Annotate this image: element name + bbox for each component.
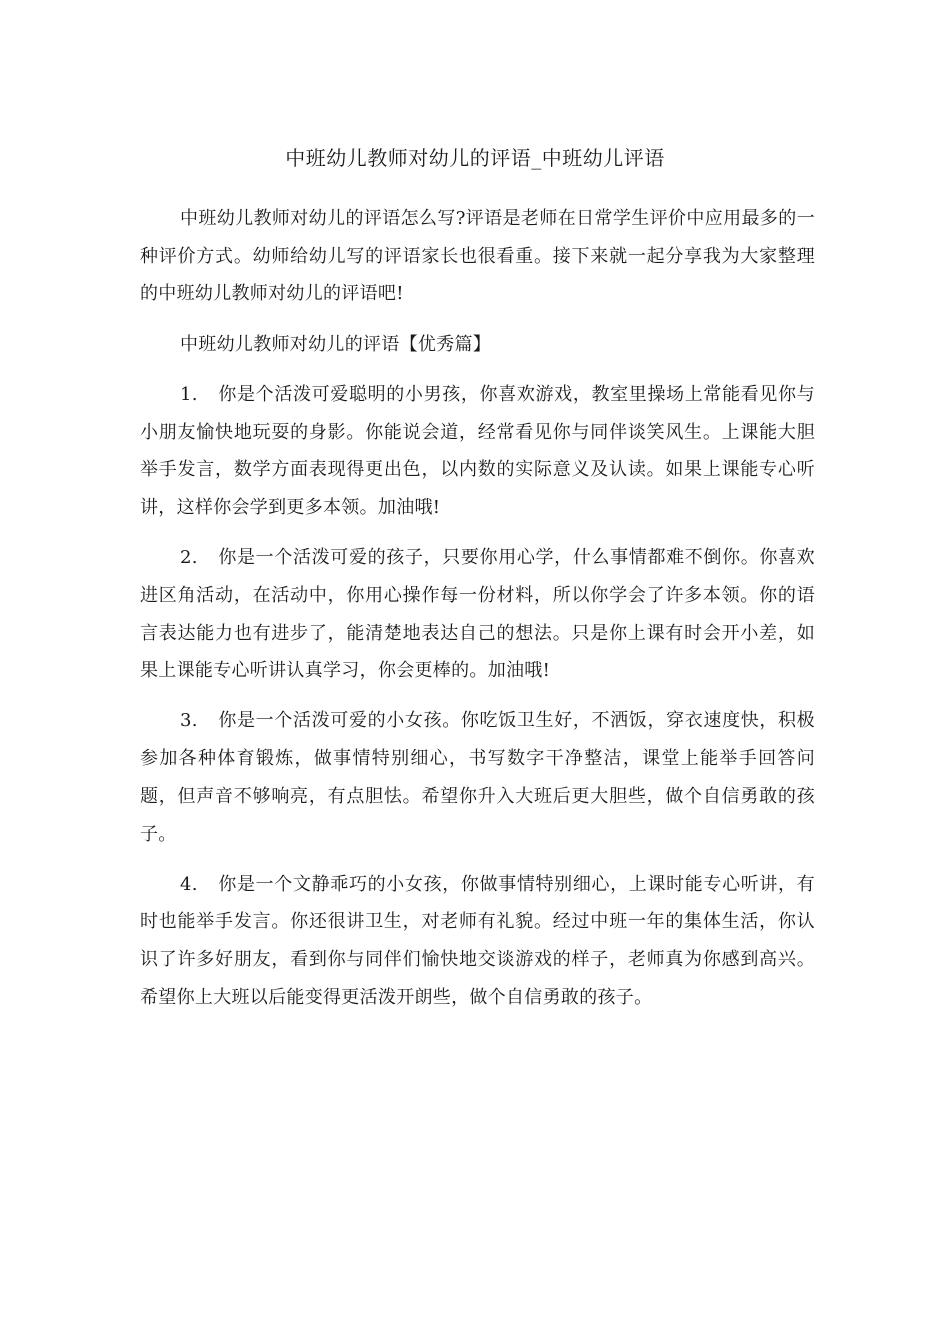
- item-text: 你是个活泼可爱聪明的小男孩，你喜欢游戏，教室里操场上常能看见你与小朋友愉快地玩耍的身影。你能说会道，经常看见你与同伴谈笑风生。上课能大胆举手发言，数学方面表现得更出色，以内数的实际意义及认读。如果上课能专心听讲，这样你会学到更多本领。加油哦!: [140, 383, 815, 518]
- item-number: 2.: [180, 547, 198, 569]
- item-text: 你是一个文静乖巧的小女孩，你做事情特别细心，上课时能专心听讲，有时也能举手发言。你还很讲卫生，对老师有礼貌。经过中班一年的集体生活，你认识了许多好朋友，看到你与同伴们愉快地交谈游戏的样子，老师真为你感到高兴。希望你上大班以后能变得更活泼开朗些，做个自信勇敢的孩子。: [140, 873, 815, 1008]
- section-heading: 中班幼儿教师对幼儿的评语【优秀篇】: [180, 333, 492, 355]
- comment-item-2: [140, 539, 815, 690]
- item-number: 3.: [180, 710, 198, 732]
- item-number: 1.: [180, 383, 198, 405]
- comment-item-1: [140, 376, 815, 527]
- document-title: 中班幼儿教师对幼儿的评语_中班幼儿评语: [285, 146, 665, 170]
- intro-paragraph: 中班幼儿教师对幼儿的评语怎么写?评语是老师在日常学生评价中应用最多的一种评价方式。幼师给幼儿写的评语家长也很看重。接下来就一起分享我为大家整理的中班幼儿教师对幼儿的评语吧!: [140, 208, 815, 305]
- item-number: 4.: [180, 873, 198, 895]
- comment-item-4: [140, 866, 815, 1017]
- document-body: [140, 200, 815, 1029]
- comment-item-3: [140, 702, 815, 853]
- item-text: 你是一个活泼可爱的小女孩。你吃饭卫生好，不洒饭，穿衣速度快，积极参加各种体育锻炼，做事情特别细心，书写数字干净整洁，课堂上能举手回答问题，但声音不够响亮，有点胆怯。希望你升入大班后更大胆些，做个自信勇敢的孩子。: [140, 710, 815, 845]
- item-text: 你是一个活泼可爱的孩子，只要你用心学，什么事情都难不倒你。你喜欢进区角活动，在活动中，你用心操作每一份材料，所以你学会了许多本领。你的语言表达能力也有进步了，能清楚地表达自己的想法。只是你上课有时会开小差，如果上课能专心听讲认真学习，你会更棒的。加油哦!: [140, 547, 815, 682]
